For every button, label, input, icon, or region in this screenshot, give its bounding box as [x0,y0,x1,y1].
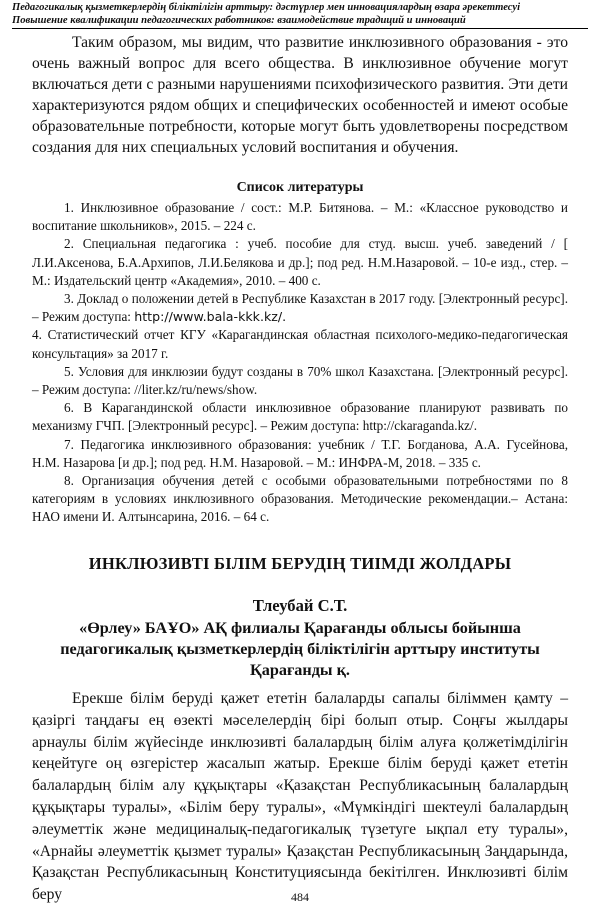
header-line-russian: Повышение квалификации педагогических работников: взаимодействие традиций и инноваций [12,15,466,26]
reference-text: 3. Доклад о положении детей в Республике Казахстан в 2017 году. [Электронный ресурс]. – Режим доступа: [32,291,568,325]
article-title: ИНКЛЮЗИВТІ БІЛІМ БЕРУДІҢ ТИІМДІ ЖОЛДАРЫ [88,554,512,573]
literature-title: Список литературы [236,180,364,195]
intro-paragraph: Таким образом, мы видим, что развитие инклюзивного образования - это очень важный вопрос для всего общества. В инклюзивное обучение могут включаться дети с разными нарушениями психофизического развития. Эти дети характеризуются рядом общих и специфических особенностей и имеют особые образовательные потребности, которые могут быть удовлетворены посредством создания для них специальных условий воспитания и обучения. [32,34,568,156]
reference-list [32,199,568,527]
reference-item: 2. Специальная педагогика : учеб. пособие для студ. высш. учеб. заведений / [ Л.И.Аксенова, Б.А.Архипов, Л.И.Белякова и др.]; под ред. Н.М.Назаровой. – 10-е изд., стер. – М.: Издательский центр «Академия», 2010. – 400 с. [32,236,568,288]
reference-item: 6. В Карагандинской области инклюзивное образование планируют развивать по механизму ГЧП. [Электронный ресурс]. – Режим доступа: http://ckaraganda.kz/. [32,400,568,434]
reference-item [32,290,568,326]
reference-item: 7. Педагогика инклюзивного образования: учебник / Т.Г. Богданова, А.А. Гусейнова, Н.М. Назарова [и др.]; под ред. Н.М. Назаровой. – М.: ИНФРА-М, 2018. – 335 с. [32,436,568,470]
reference-item: 8. Организация обучения детей с особыми образовательными потребностями по 8 категориям в условиях инклюзивного образования. Методические рекомендации.– Астана: НАО имени И. Алтынсарина, 2016. – 64 с. [32,473,568,525]
reference-item: 1. Инклюзивное образование / сост.: М.Р. Битянова. – М.: «Классное руководство и воспитание школьников», 2015. – 224 с. [32,200,568,234]
reference-link[interactable]: http://www.bala-kkk.kz/. [134,309,287,325]
author-institution: «Өрлеу» БАҰО» АҚ филиалы Қарағанды облысы бойынша педагогикалық қызметкерлердің біліктілігін арттыру институты Қарағанды қ. [60,619,540,679]
reference-item: 4. Статистический отчет КГУ «Карагандинская областная психолого-медико-педагогическая консультация» за 2017 г. [32,327,568,361]
running-header [12,1,588,29]
header-line-kazakh: Педагогикалық қызметкерлердің біліктілігін арттыру: дәстүрлер мен инновациялардың өзара әрекеттесуі [12,2,521,13]
article-author: Тлеубай С.Т. [252,596,348,615]
page-number: 484 [291,890,309,904]
reference-item: 5. Условия для инклюзии будут созданы в 70% школ Казахстана. [Электронный ресурс]. – Режим доступа: //liter.kz/ru/news/show. [32,363,568,398]
article-paragraph: Ерекше білім беруді қажет ететін балаларды сапалы біліммен қамту – қазіргі таңдағы ең өзекті мәселелердің бірі болып отыр. Соңғы жылдары арнаулы білім жүйесінде инклюзивті балалардың білім алуға қолжетімділігін кеңейтуге оң өзгерістер жасалып жатыр. Ерекше білім беруді қажет ететін балалардың білім алу құқықтары «Қазақстан Республикасының балалардың құқықтары туралы», «Білім беру туралы», «Мүмкіндігі шектеулі балалардың әлеуметтік және медициналық-педагогикалық түзетуге ықпал ету туралы», «Арнайы әлеуметтік қызмет туралы» Қазақстан Республикасының Заңдарында, Қазақстан Республикасының Конституциясында бекітілген. Инклюзивті білім беру [32,690,568,904]
